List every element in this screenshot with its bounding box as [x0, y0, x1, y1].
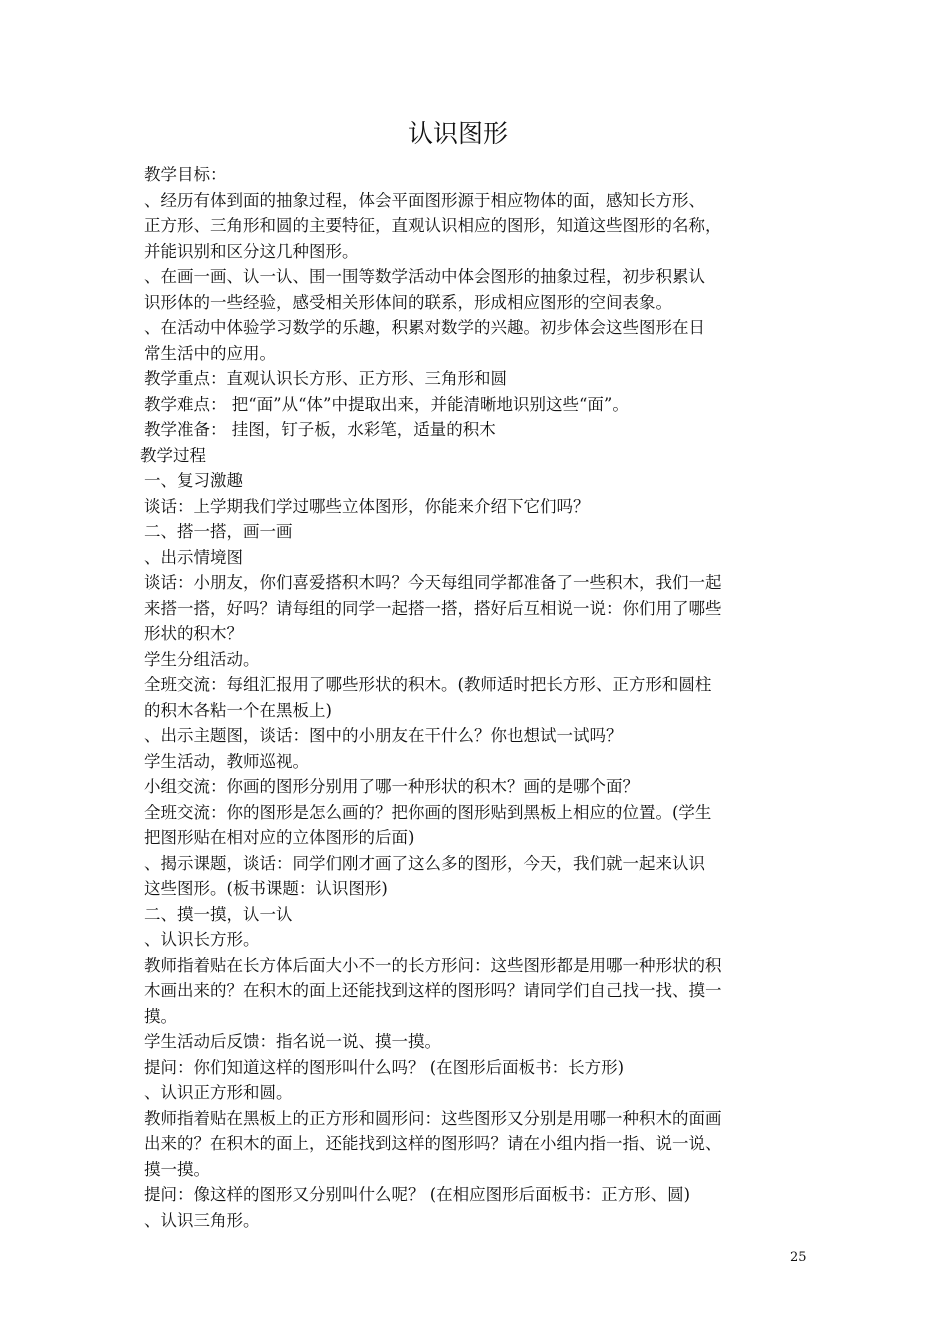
- text-line: 教学重点：直观认识长方形、正方形、三角形和圆: [144, 369, 507, 388]
- text-line: 、经历有体到面的抽象过程，体会平面图形源于相应物体的面，感知长方形、: [144, 190, 705, 210]
- text-line: 学生活动后反馈：指名说一说、摸一摸。: [144, 1032, 441, 1051]
- text-line: 识形体的一些经验，感受相关形体间的联系，形成相应图形的空间表象。: [144, 292, 672, 312]
- text-line: 、在画一画、认一认、围一围等数学活动中体会图形的抽象过程，初步积累认: [144, 267, 705, 286]
- text-line: 并能识别和区分这几种图形。: [144, 241, 359, 261]
- text-line: 一、复习激趣: [144, 471, 243, 490]
- text-line: 、认识长方形。: [144, 930, 260, 949]
- text-line: 提问：像这样的图形又分别叫什么呢？ (在相应图形后面板书：正方形、圆): [144, 1185, 691, 1204]
- text-line: 全班交流：你的图形是怎么画的？把你画的图形贴到黑板上相应的位置。(学生: [144, 802, 712, 822]
- page-title: 认识图形: [407, 119, 508, 148]
- text-line: 、揭示课题，谈话：同学们刚才画了这么多的图形，今天，我们就一起来认识: [144, 853, 705, 873]
- text-line: 常生活中的应用。: [144, 343, 276, 363]
- text-line: 谈话：上学期我们学过哪些立体图形，你能来介绍下它们吗？: [144, 496, 590, 516]
- text-line: 全班交流：每组汇报用了哪些形状的积木。(教师适时把长方形、正方形和圆柱: [144, 675, 712, 694]
- text-line: 把图形贴在相对应的立体图形的后面): [144, 828, 415, 847]
- text-line: 形状的积木？: [144, 624, 243, 643]
- text-line: 、出示情境图: [144, 547, 243, 567]
- text-line: 小组交流：你画的图形分别用了哪一种形状的积木？画的是哪个面？: [144, 777, 639, 796]
- section-heading: 教学过程: [140, 445, 206, 465]
- text-line: 教学目标：: [144, 165, 227, 184]
- text-line: 、认识正方形和圆。: [144, 1083, 293, 1102]
- text-line: 学生活动，教师巡视。: [144, 751, 309, 771]
- text-line: 这些图形。(板书课题：认识图形): [144, 879, 388, 898]
- text-line: 的积木各粘一个在黑板上): [144, 700, 332, 720]
- text-line: 出来的？在积木的面上，还能找到这样的图形吗？请在小组内指一指、说一说、: [144, 1134, 722, 1153]
- text-line: 教师指着贴在长方体后面大小不一的长方形问：这些图形都是用哪一种形状的积: [144, 955, 722, 975]
- text-line: 正方形、三角形和圆的主要特征，直观认识相应的图形，知道这些图形的名称，: [144, 216, 722, 235]
- text-line: 、出示主题图，谈话：图中的小朋友在干什么？你也想试一试吗？: [144, 726, 623, 745]
- text-line: 教师指着贴在黑板上的正方形和圆形问：这些图形又分别是用哪一种积木的面画: [144, 1108, 722, 1128]
- text-line: 摸。: [144, 1006, 177, 1026]
- text-line: 教学准备： 挂图，钉子板，水彩笔，适量的积木: [144, 420, 496, 439]
- text-line: 、在活动中体验学习数学的乐趣，积累对数学的兴趣。初步体会这些图形在日: [144, 318, 705, 337]
- document-body: [140, 162, 810, 1233]
- text-line: 提问：你们知道这样的图形叫什么吗？ (在图形后面板书：长方形): [144, 1057, 625, 1077]
- text-line: 谈话：小朋友，你们喜爱搭积木吗？今天每组同学都准备了一些积木，我们一起: [144, 573, 722, 592]
- text-line: 教学难点： 把“面”从“体”中提取出来，并能清晰地识别这些“面”。: [144, 394, 629, 414]
- text-line: 二、搭一搭，画一画: [144, 522, 293, 541]
- text-line: 摸一摸。: [144, 1159, 210, 1179]
- text-line: 来搭一搭，好吗？请每组的同学一起搭一搭，搭好后互相说一说：你们用了哪些: [144, 598, 722, 618]
- text-line: 、认识三角形。: [144, 1210, 260, 1230]
- page-number: 25: [790, 1250, 807, 1265]
- text-line: 二、摸一摸，认一认: [144, 904, 293, 924]
- text-line: 学生分组活动。: [144, 649, 260, 669]
- text-line: 木画出来的？在积木的面上还能找到这样的图形吗？请同学们自己找一找、摸一: [144, 981, 722, 1000]
